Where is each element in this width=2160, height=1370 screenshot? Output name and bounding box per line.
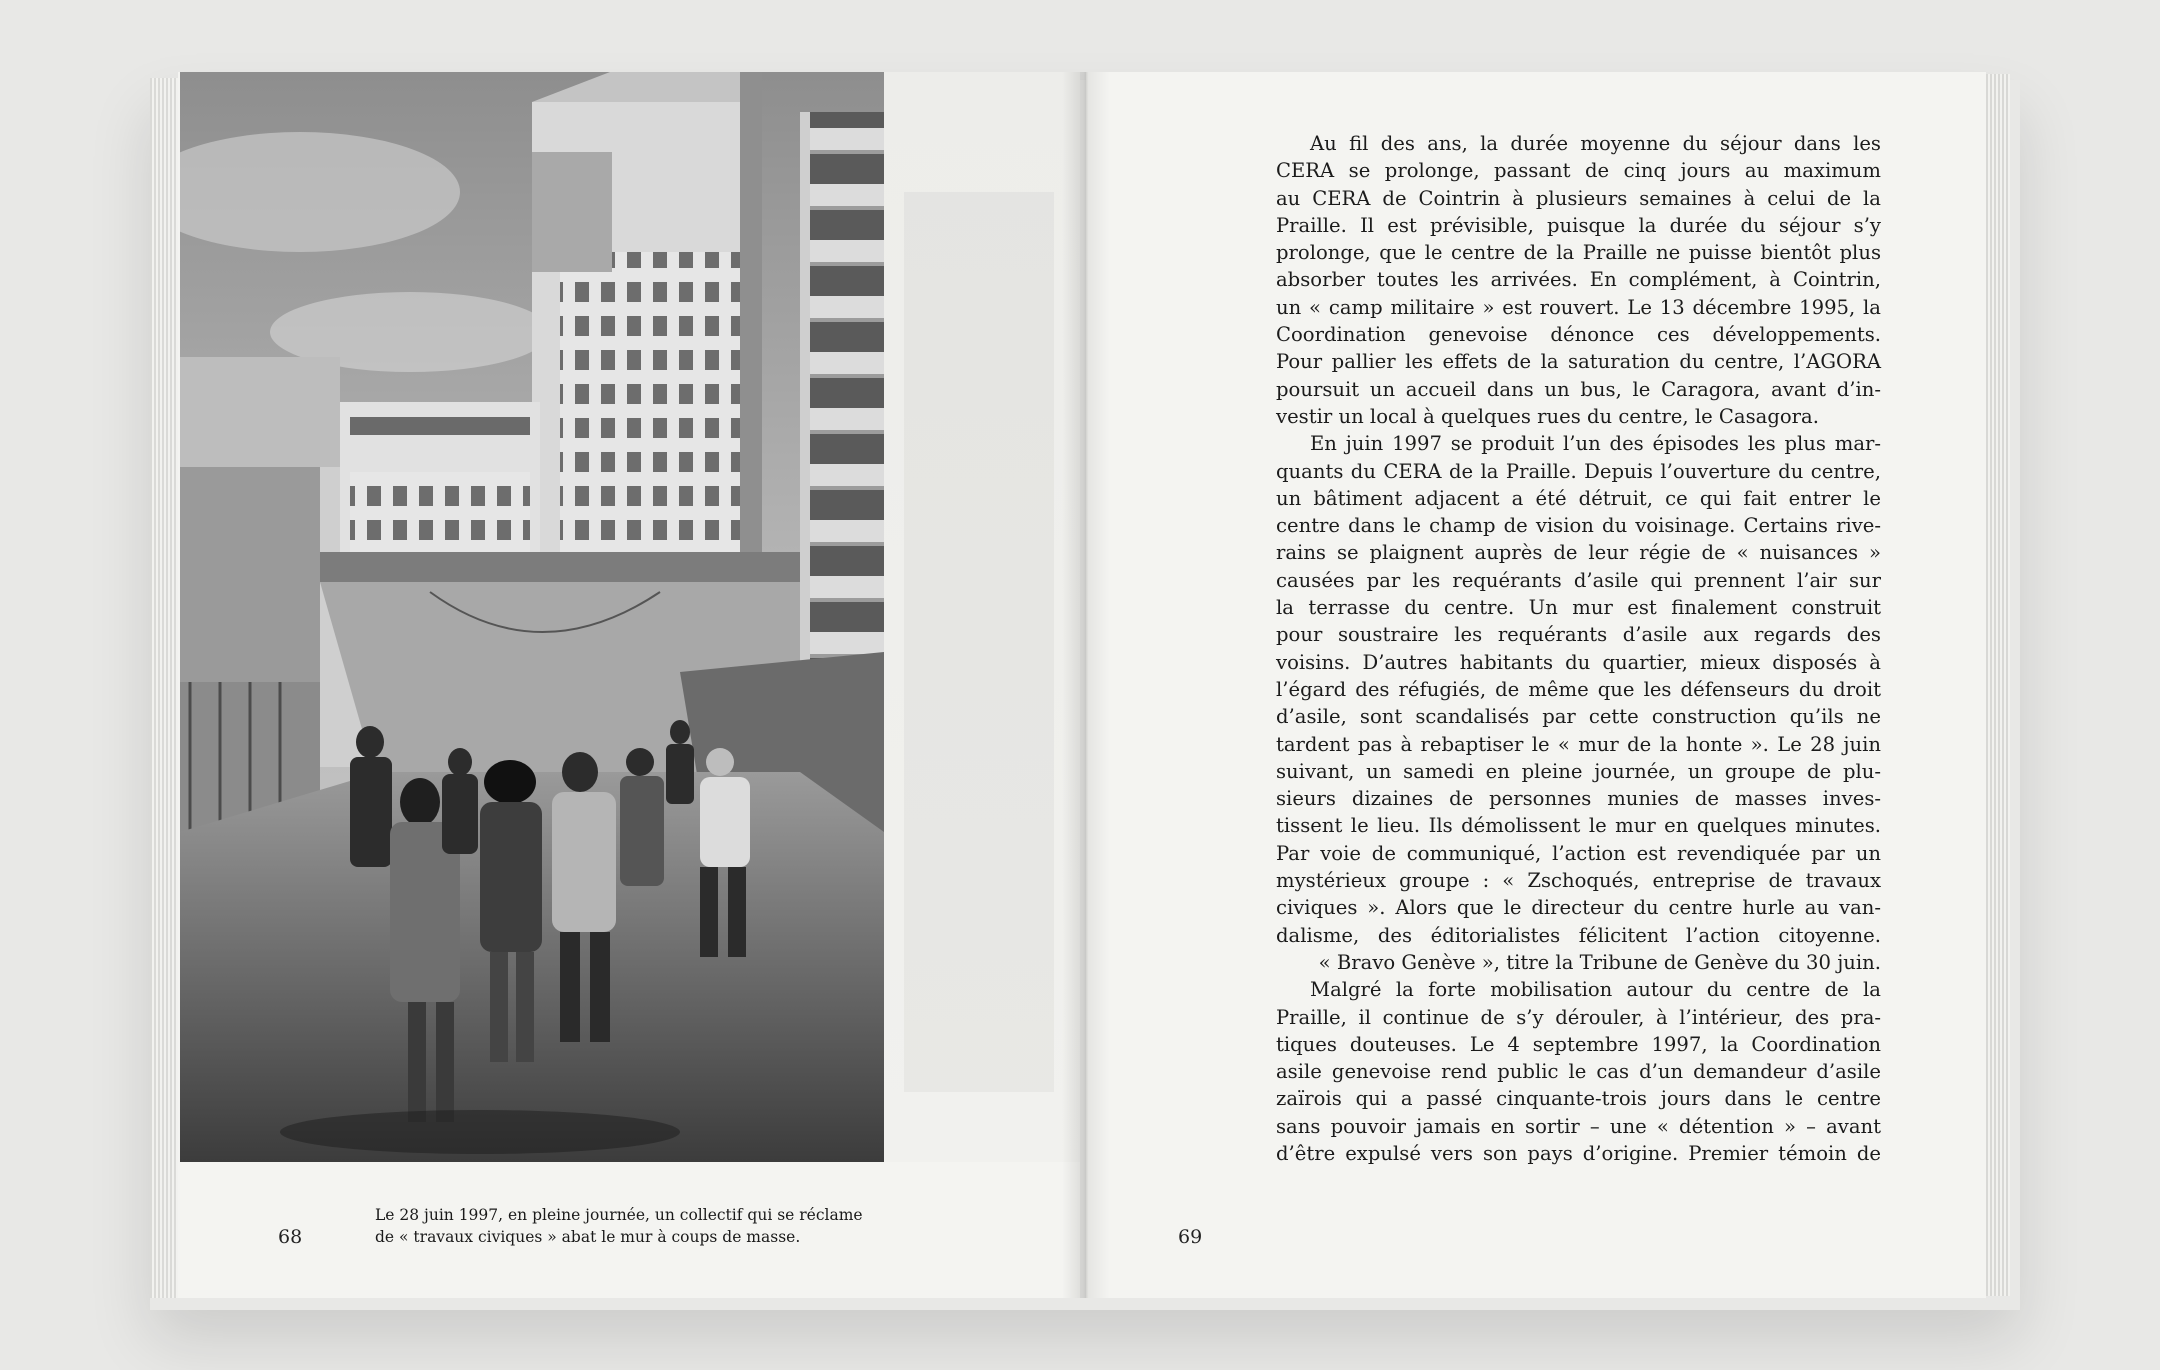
text-line: Praille. Il est prévisible, puisque la durée du séjour s’y bbox=[1276, 213, 1881, 237]
text-line: poursuit un accueil dans un bus, le Caragora, avant d’in- bbox=[1276, 377, 1881, 401]
body-text bbox=[1276, 130, 1881, 1167]
text-line: Malgré la forte mobilisation autour du centre de la bbox=[1310, 978, 1881, 1002]
text-line: tardent pas à rebaptiser le « mur de la honte ». Le 28 juin bbox=[1276, 732, 1881, 756]
text-line: un bâtiment adjacent a été détruit, ce qui fait entrer le bbox=[1276, 486, 1881, 510]
photo-caption bbox=[375, 1204, 895, 1248]
text-line: CERA se prolonge, passant de cinq jours au maximum bbox=[1276, 159, 1881, 183]
caption-line: de « travaux civiques » abat le mur à coups de masse. bbox=[375, 1228, 801, 1246]
text-line: au CERA de Cointrin à plusieurs semaines à celui de la bbox=[1276, 186, 1881, 210]
photograph-wall-demolition bbox=[180, 72, 884, 1162]
text-line: centre dans le champ de vision du voisinage. Certains rive- bbox=[1276, 514, 1881, 538]
text-line: l’égard des réfugiés, de même que les défenseurs du droit bbox=[1276, 677, 1881, 701]
text-line: En juin 1997 se produit l’un des épisodes les plus mar- bbox=[1310, 432, 1881, 456]
text-line: Coordination genevoise dénonce ces développements. bbox=[1276, 323, 1881, 347]
text-line: sieurs dizaines de personnes munies de masses inves- bbox=[1276, 787, 1881, 811]
text-line: pour soustraire les requérants d’asile aux regards des bbox=[1276, 623, 1881, 647]
faded-building-image bbox=[884, 72, 1080, 1162]
text-line: rains se plaignent auprès de leur régie de « nuisances » bbox=[1276, 541, 1881, 565]
text-line: vestir un local à quelques rues du centre, le Casagora. bbox=[1276, 404, 1819, 428]
faded-building-shape bbox=[904, 192, 1054, 1092]
text-line: un « camp militaire » est rouvert. Le 13 décembre 1995, la bbox=[1276, 295, 1881, 319]
text-line: la terrasse du centre. Un mur est finalement construit bbox=[1276, 596, 1881, 620]
text-line: Au fil des ans, la durée moyenne du séjour dans les bbox=[1310, 132, 1881, 155]
text-line: civiques ». Alors que le directeur du centre hurle au van- bbox=[1276, 896, 1881, 920]
text-line: prolonge, que le centre de la Praille ne puisse bientôt plus bbox=[1276, 241, 1881, 265]
text-line: causées par les requérants d’asile qui prennent l’air sur bbox=[1276, 568, 1881, 592]
text-line: Praille, il continue de s’y dérouler, à l’intérieur, des pra- bbox=[1276, 1005, 1881, 1029]
text-line: Par voie de communiqué, l’action est revendiquée par un bbox=[1276, 841, 1881, 865]
text-line: d’être expulsé vers son pays d’origine. Premier témoin de bbox=[1276, 1141, 1881, 1165]
text-line: d’asile, sont scandalisés par cette construction qu’ils ne bbox=[1276, 705, 1881, 729]
text-line: asile genevoise rend public le cas d’un demandeur d’asile bbox=[1276, 1060, 1881, 1084]
text-line: dalisme, des éditorialistes félicitent l’action citoyenne. bbox=[1276, 923, 1881, 947]
text-line: voisins. D’autres habitants du quartier, mieux disposés à bbox=[1276, 650, 1881, 674]
page-number-left: 68 bbox=[278, 1226, 303, 1248]
text-line: absorber toutes les arrivées. En complément, à Cointrin, bbox=[1276, 268, 1881, 292]
text-line: Pour pallier les effets de la saturation du centre, l’AGORA bbox=[1276, 350, 1881, 374]
text-line: zaïrois qui a passé cinquante-trois jours dans le centre bbox=[1276, 1087, 1881, 1111]
book-gutter bbox=[1062, 72, 1110, 1298]
text-line: sans pouvoir jamais en sortir – une « détention » – avant bbox=[1276, 1114, 1881, 1138]
text-line: tissent le lieu. Ils démolissent le mur en quelques minutes. bbox=[1276, 814, 1881, 838]
page-edges-left bbox=[150, 78, 180, 1298]
page-number-right: 69 bbox=[1178, 1226, 1203, 1248]
caption-line: Le 28 juin 1997, en pleine journée, un collectif qui se réclame bbox=[375, 1206, 863, 1224]
text-line: quants du CERA de la Praille. Depuis l’ouverture du centre, bbox=[1276, 459, 1881, 483]
text-line: tiques douteuses. Le 4 septembre 1997, la Coordination bbox=[1276, 1032, 1881, 1056]
text-line: « Bravo Genève », titre la Tribune de Genève du 30 juin. bbox=[1318, 950, 1881, 974]
text-line: mystérieux groupe : « Zschoqués, entreprise de travaux bbox=[1276, 869, 1881, 893]
text-line: suivant, un samedi en pleine journée, un groupe de plu- bbox=[1276, 759, 1881, 783]
